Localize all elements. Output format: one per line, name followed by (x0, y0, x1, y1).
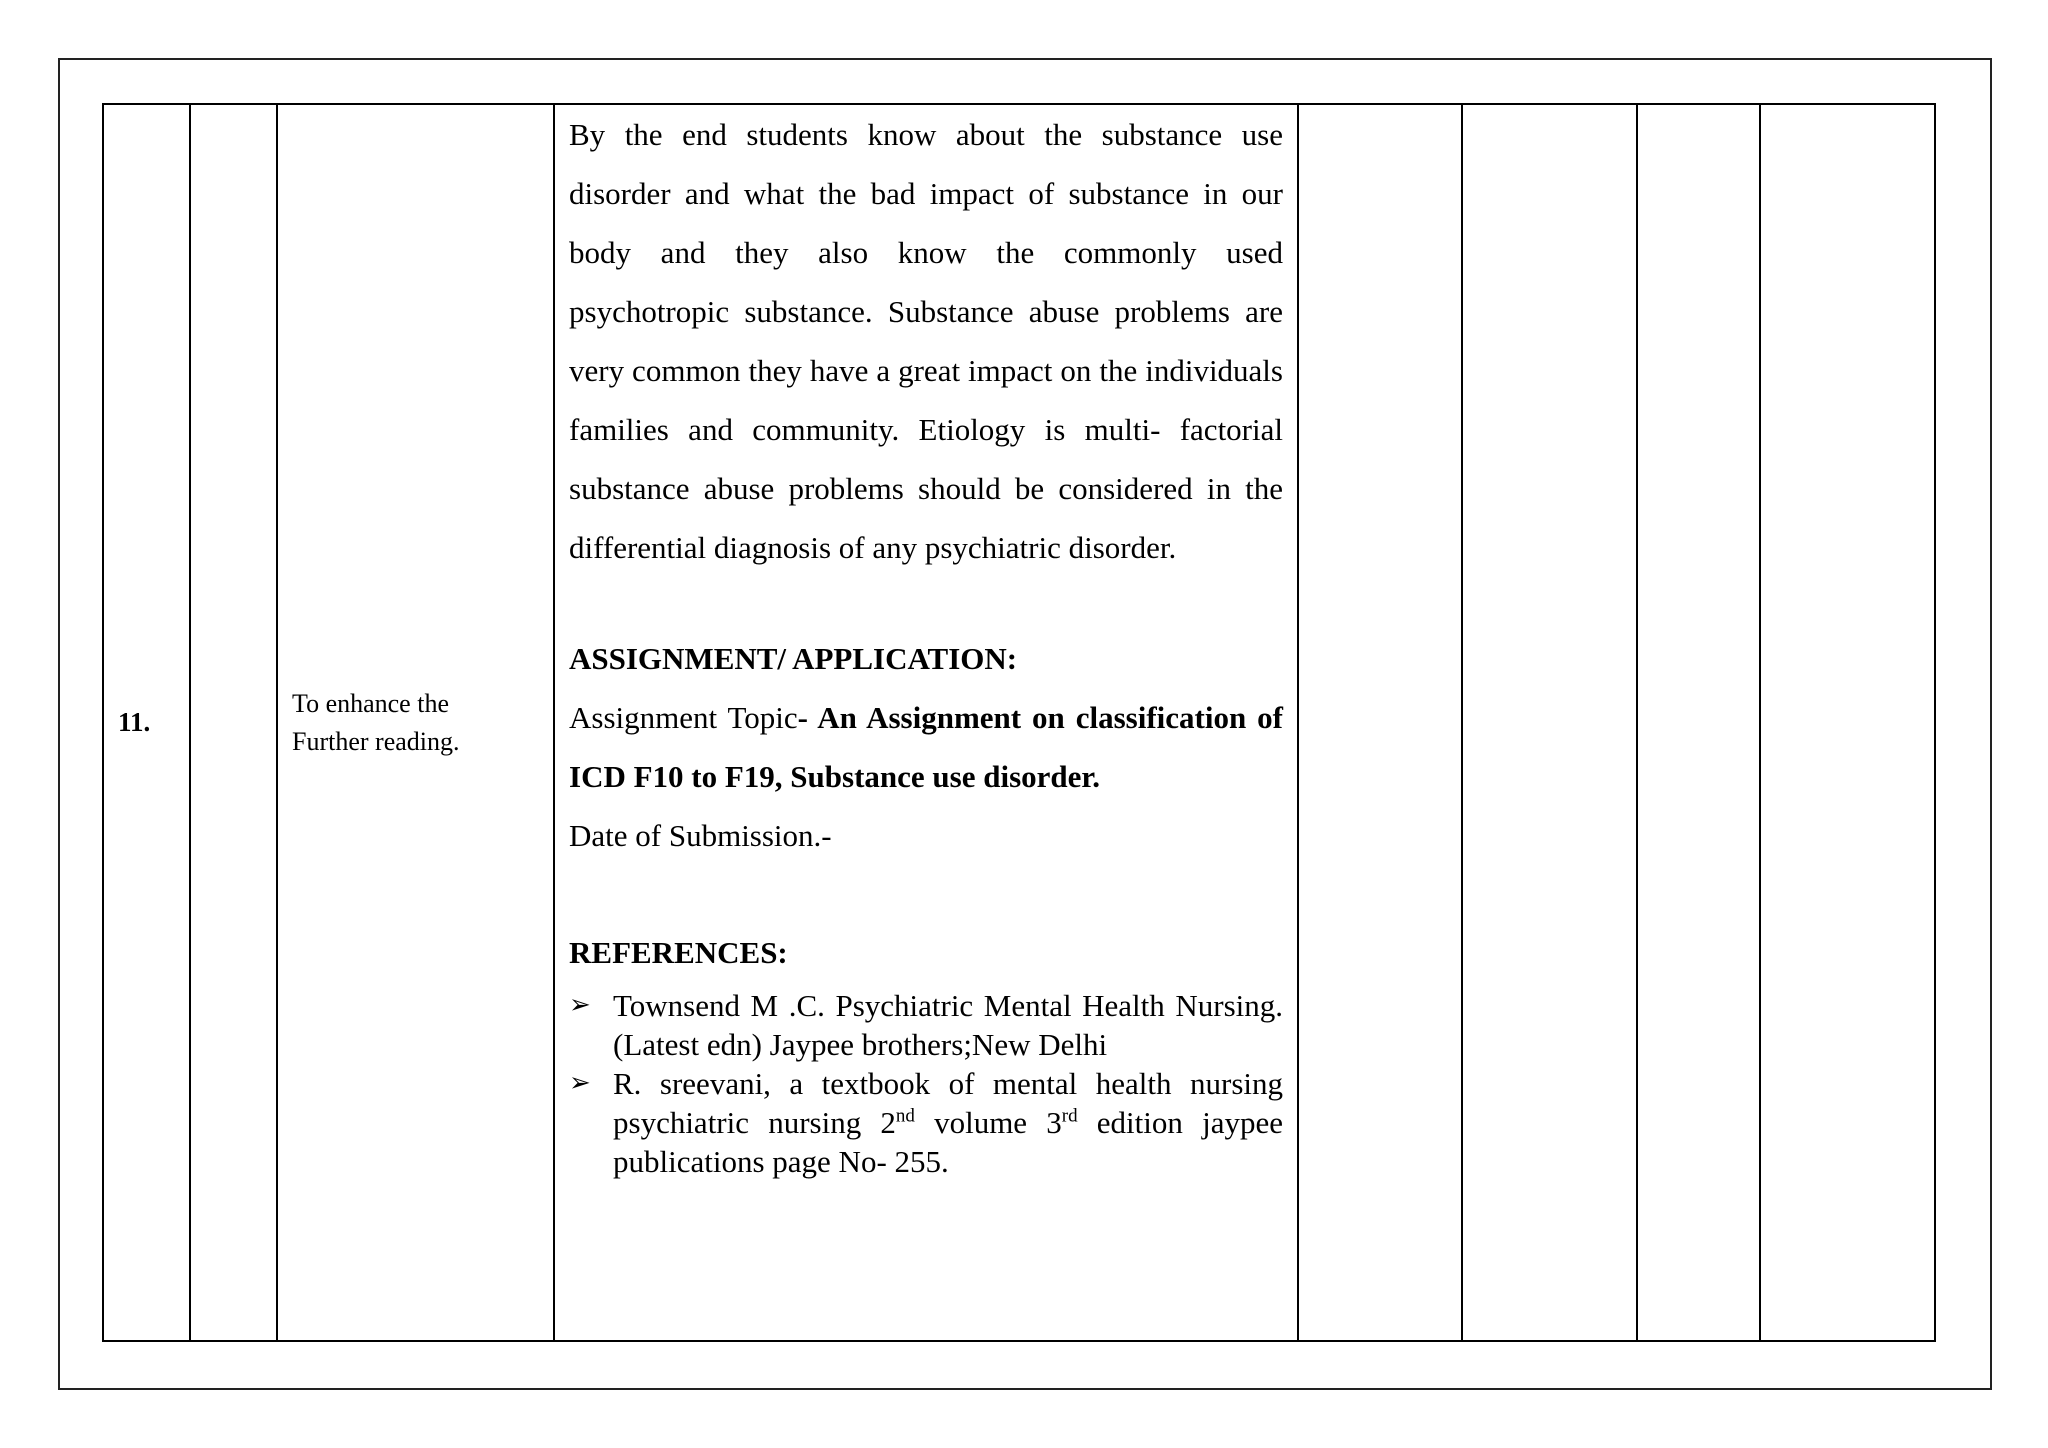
sl-no-cell (103, 104, 190, 1341)
sl-no: 11. (118, 707, 151, 737)
references-heading: REFERENCES: (569, 935, 788, 970)
evaluation-cell (1760, 104, 1935, 1341)
table-row (103, 104, 1935, 1341)
learning-activity-cell (1462, 104, 1637, 1341)
lesson-plan-table (102, 103, 1936, 1342)
summary-paragraph: By the end students know about the substance use disorder and what the bad impact of substance in our body and they also know the commonly used psychotropic substance. Substance abuse problems are very common they have a great impact on the individuals families and community. Etiology is multi- factorial substance abuse problems should be considered in the differential diagnosis of any psychiatric disorder. (569, 117, 1283, 565)
reference-text-part-3: edition jaypee publications page No- 255. (613, 1105, 1283, 1179)
objective-cell (277, 104, 554, 1341)
content-cell (554, 104, 1298, 1341)
objective-line-2: Further reading. (292, 726, 460, 756)
assignment-prefix: Assignment Topic (569, 700, 798, 735)
reference-text-part-1: R. sreevani, a textbook of mental health nursing psychiatric nursing 2 (613, 1066, 1283, 1140)
reference-text-part-2: volume 3 (914, 1105, 1062, 1140)
time-cell (190, 104, 277, 1341)
references-list (569, 986, 1283, 1181)
assignment-heading: ASSIGNMENT/ APPLICATION: (569, 641, 1018, 676)
content-block (569, 105, 1283, 1181)
submission-date: Date of Submission.- (569, 818, 832, 853)
av-aids-cell (1637, 104, 1760, 1341)
arrowhead-bullet-icon: ➢ (569, 1068, 591, 1098)
reference-sup-1: nd (895, 1105, 915, 1127)
assignment-topic-text: - An Assignment on classification of ICD F10 to F19, Substance use disorder. (569, 700, 1283, 794)
list-item (569, 1064, 1283, 1181)
objective-text (292, 685, 553, 761)
reference-sup-2: rd (1061, 1105, 1078, 1127)
list-item (569, 986, 1283, 1064)
reference-text: Townsend M .C. Psychiatric Mental Health Nursing.(Latest edn) Jaypee brothers;New Delhi (613, 988, 1283, 1062)
teaching-activity-cell (1298, 104, 1462, 1341)
objective-line-1: To enhance the (292, 688, 449, 718)
assignment-topic (569, 688, 1283, 806)
arrowhead-bullet-icon: ➢ (569, 990, 591, 1020)
lesson-plan-table-wrap (102, 103, 1934, 1342)
